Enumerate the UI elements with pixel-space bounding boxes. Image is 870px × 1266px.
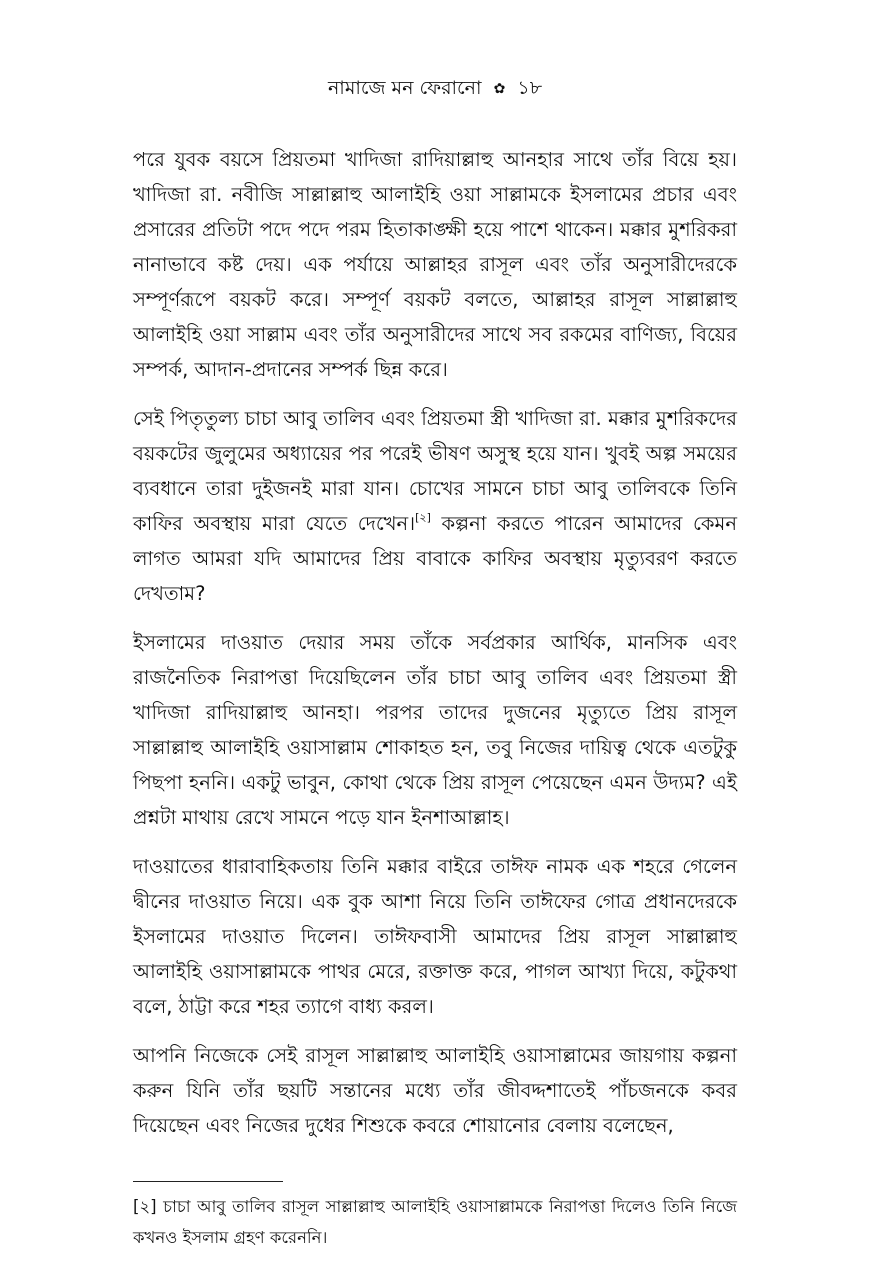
footnote-text: চাচা আবু তালিব রাসূল সাল্লাল্লাহু আলাইহি ওয়াসাল্লামকে নিরাপত্তা দিলেও তিনি নিজে কখনও ইসলাম গ্রহণ করেননি। xyxy=(133,1197,737,1247)
paragraph-4: দাওয়াতের ধারাবাহিকতায় তিনি মক্কার বাইরে তাঈফ নামক এক শহরে গেলেন দ্বীনের দাওয়াত নিয়ে। এক বুক আশা নিয়ে তিনি তাঈফের গোত্র প্রধানদেরকে ইসলামের দাওয়াত দিলেন। তাঈফবাসী আমাদের প্রিয় রাসূল সাল্লাল্লাহু আলাইহি ওয়াসাল্লামকে পাথর মেরে, রক্তাক্ত করে, পাগল আখ্যা দিয়ে, কটুকথা বলে, ঠাট্টা করে শহর ত্যাগে বাধ্য করল। xyxy=(133,855,737,1018)
page-number: ১৮ xyxy=(517,77,543,99)
footnote xyxy=(133,1191,737,1253)
footnote-marker: [২] xyxy=(133,1197,157,1216)
paragraph-2-text-after: কল্পনা করতে পারেন আমাদের কেমন লাগত আমরা যদি আমাদের প্রিয় বাবাকে কাফির অবস্থায় মৃত্যুবরণ করতে দেখতাম? xyxy=(133,512,737,605)
book-title: নামাজে মন ফেরানো xyxy=(327,77,482,99)
paragraph-5: আপনি নিজেকে সেই রাসূল সাল্লাল্লাহু আলাইহি ওয়াসাল্লামের জায়গায় কল্পনা করুন যিনি তাঁর ছয়টি সন্তানের মধ্যে তাঁর জীবদ্দশাতেই পাঁচজনকে কবর দিয়েছেন এবং নিজের দুধের শিশুকে কবরে শোয়ানোর বেলায় বলেছেন, xyxy=(133,1044,737,1137)
running-header xyxy=(0,74,870,103)
body-text xyxy=(133,142,737,1157)
paragraph-1: পরে যুবক বয়সে প্রিয়তমা খাদিজা রাদিয়াল্লাহু আনহার সাথে তাঁর বিয়ে হয়। খাদিজা রা. নবীজি সাল্লাল্লাহু আলাইহি ওয়া সাল্লামকে ইসলামের প্রচার এবং প্রসারের প্রতিটা পদে পদে পরম হিতাকাঙ্ক্ষী হয়ে পাশে থাকেন। মক্কার মুশরিকরা নানাভাবে কষ্ট দেয়। এক পর্যায়ে আল্লাহর রাসূল এবং তাঁর অনুসারীদেরকে সম্পূর্ণরূপে বয়কট করে। সম্পূর্ণ বয়কট বলতে, আল্লাহর রাসূল সাল্লাল্লাহু আলাইহি ওয়া সাল্লাম এবং তাঁর অনুসারীদের সাথে সব রকমের বাণিজ্য, বিয়ের সম্পর্ক, আদান-প্রদানের সম্পর্ক ছিন্ন করে। xyxy=(133,148,737,381)
paragraph-2-text-before: সেই পিতৃতুল্য চাচা আবু তালিব এবং প্রিয়তমা স্ত্রী খাদিজা রা. মক্কার মুশরিকদের বয়কটের জুলুমের অধ্যায়ের পর পরেই ভীষণ অসুস্থ হয়ে যান। খুবই অল্প সময়ের ব্যবধানে তারা দুইজনই মারা যান। চোখের সামনে চাচা আবু তালিবকে তিনি কাফির অবস্থায় মারা যেতে দেখেন। xyxy=(133,407,737,535)
paragraph-2 xyxy=(133,401,737,611)
paragraph-3: ইসলামের দাওয়াত দেয়ার সময় তাঁকে সর্বপ্রকার আর্থিক, মানসিক এবং রাজনৈতিক নিরাপত্তা দিয়েছিলেন তাঁর চাচা আবু তালিব এবং প্রিয়তমা স্ত্রী খাদিজা রাদিয়াল্লাহু আনহা। পরপর তাদের দুজনের মৃত্যুতে প্রিয় রাসূল সাল্লাল্লাহু আলাইহি ওয়াসাল্লাম শোকাহত হন, তবু নিজের দায়িত্ব থেকে এতটুকু পিছপা হননি। একটু ভাবুন, কোথা থেকে প্রিয় রাসূল পেয়েছেন এমন উদ্যম? এই প্রশ্নটা মাথায় রেখে সামনে পড়ে যান ইনশাআল্লাহ। xyxy=(133,631,737,829)
footnote-reference[interactable]: [২] xyxy=(415,511,431,524)
flower-ornament-icon: ✿ xyxy=(493,81,506,97)
footnote-divider xyxy=(133,1181,283,1182)
